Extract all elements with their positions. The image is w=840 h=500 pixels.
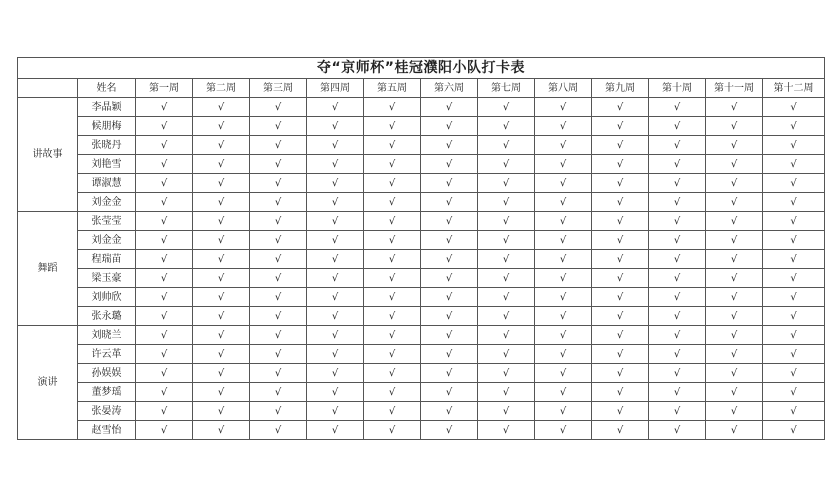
check-mark-cell: √	[136, 174, 193, 193]
group-label: 讲故事	[18, 98, 78, 212]
check-mark-cell: √	[193, 174, 250, 193]
check-mark-cell: √	[763, 231, 825, 250]
check-mark-cell: √	[592, 174, 649, 193]
check-mark-cell: √	[307, 288, 364, 307]
check-mark-cell: √	[364, 250, 421, 269]
check-mark-cell: √	[307, 98, 364, 117]
check-mark-cell: √	[250, 307, 307, 326]
check-mark-cell: √	[421, 212, 478, 231]
check-mark-cell: √	[193, 136, 250, 155]
check-mark-cell: √	[193, 364, 250, 383]
check-mark-cell: √	[193, 155, 250, 174]
check-mark-cell: √	[706, 174, 763, 193]
check-mark-cell: √	[763, 136, 825, 155]
check-mark-cell: √	[136, 117, 193, 136]
table-row	[18, 421, 825, 440]
check-mark-cell: √	[706, 307, 763, 326]
check-mark-cell: √	[250, 117, 307, 136]
check-mark-cell: √	[535, 307, 592, 326]
check-mark-cell: √	[193, 250, 250, 269]
check-mark-cell: √	[706, 193, 763, 212]
check-mark-cell: √	[421, 345, 478, 364]
check-mark-cell: √	[763, 117, 825, 136]
check-mark-cell: √	[250, 193, 307, 212]
check-mark-cell: √	[364, 307, 421, 326]
check-mark-cell: √	[364, 269, 421, 288]
check-mark-cell: √	[592, 364, 649, 383]
check-mark-cell: √	[706, 402, 763, 421]
check-mark-cell: √	[136, 231, 193, 250]
check-mark-cell: √	[136, 383, 193, 402]
check-mark-cell: √	[307, 193, 364, 212]
check-mark-cell: √	[478, 231, 535, 250]
member-name: 刘金金	[78, 193, 136, 212]
check-mark-cell: √	[478, 193, 535, 212]
check-mark-cell: √	[706, 250, 763, 269]
check-mark-cell: √	[136, 193, 193, 212]
check-mark-cell: √	[421, 136, 478, 155]
check-mark-cell: √	[592, 402, 649, 421]
check-mark-cell: √	[136, 402, 193, 421]
check-mark-cell: √	[136, 136, 193, 155]
check-mark-cell: √	[763, 345, 825, 364]
member-name: 刘晓兰	[78, 326, 136, 345]
check-mark-cell: √	[763, 326, 825, 345]
week-header: 第三周	[250, 79, 307, 98]
table-body	[18, 98, 825, 440]
table-row	[18, 383, 825, 402]
check-mark-cell: √	[250, 288, 307, 307]
check-mark-cell: √	[421, 117, 478, 136]
check-mark-cell: √	[535, 136, 592, 155]
check-mark-cell: √	[706, 98, 763, 117]
member-name: 张永璐	[78, 307, 136, 326]
check-mark-cell: √	[136, 326, 193, 345]
check-mark-cell: √	[307, 326, 364, 345]
member-name: 候朋梅	[78, 117, 136, 136]
member-name: 张晏涛	[78, 402, 136, 421]
member-name: 董梦瑶	[78, 383, 136, 402]
check-mark-cell: √	[592, 231, 649, 250]
check-mark-cell: √	[478, 421, 535, 440]
check-mark-cell: √	[592, 98, 649, 117]
header-row	[18, 79, 825, 98]
check-mark-cell: √	[136, 269, 193, 288]
table-row	[18, 307, 825, 326]
check-mark-cell: √	[649, 155, 706, 174]
check-mark-cell: √	[535, 364, 592, 383]
check-mark-cell: √	[250, 136, 307, 155]
check-mark-cell: √	[307, 345, 364, 364]
week-header: 第十一周	[706, 79, 763, 98]
check-mark-cell: √	[421, 383, 478, 402]
member-name: 刘金金	[78, 231, 136, 250]
check-mark-cell: √	[592, 326, 649, 345]
table-row	[18, 212, 825, 231]
check-mark-cell: √	[649, 307, 706, 326]
check-mark-cell: √	[307, 364, 364, 383]
table-title: 夺“京师杯”桂冠濮阳小队打卡表	[18, 58, 825, 79]
table-row	[18, 155, 825, 174]
check-mark-cell: √	[706, 231, 763, 250]
check-mark-cell: √	[592, 117, 649, 136]
check-mark-cell: √	[364, 193, 421, 212]
check-mark-cell: √	[193, 98, 250, 117]
check-mark-cell: √	[478, 269, 535, 288]
check-mark-cell: √	[706, 364, 763, 383]
check-mark-cell: √	[307, 174, 364, 193]
check-mark-cell: √	[649, 288, 706, 307]
week-header: 第一周	[136, 79, 193, 98]
check-mark-cell: √	[592, 269, 649, 288]
week-header: 第二周	[193, 79, 250, 98]
table-row	[18, 136, 825, 155]
check-mark-cell: √	[193, 193, 250, 212]
check-mark-cell: √	[649, 174, 706, 193]
check-mark-cell: √	[478, 174, 535, 193]
check-mark-cell: √	[364, 98, 421, 117]
check-mark-cell: √	[250, 231, 307, 250]
check-mark-cell: √	[649, 421, 706, 440]
member-name: 赵雪怡	[78, 421, 136, 440]
table-row	[18, 326, 825, 345]
check-mark-cell: √	[592, 383, 649, 402]
check-mark-cell: √	[250, 212, 307, 231]
check-mark-cell: √	[364, 364, 421, 383]
check-mark-cell: √	[307, 212, 364, 231]
check-mark-cell: √	[136, 212, 193, 231]
week-header: 第六周	[421, 79, 478, 98]
check-mark-cell: √	[193, 326, 250, 345]
check-mark-cell: √	[136, 250, 193, 269]
check-mark-cell: √	[763, 269, 825, 288]
member-name: 刘帅欣	[78, 288, 136, 307]
check-mark-cell: √	[250, 174, 307, 193]
check-mark-cell: √	[649, 212, 706, 231]
check-mark-cell: √	[763, 364, 825, 383]
check-mark-cell: √	[193, 288, 250, 307]
group-label: 舞蹈	[18, 212, 78, 326]
check-mark-cell: √	[364, 421, 421, 440]
check-mark-cell: √	[478, 307, 535, 326]
check-mark-cell: √	[364, 383, 421, 402]
check-mark-cell: √	[364, 212, 421, 231]
week-header: 第十周	[649, 79, 706, 98]
check-mark-cell: √	[421, 402, 478, 421]
week-header: 第八周	[535, 79, 592, 98]
check-mark-cell: √	[307, 136, 364, 155]
check-mark-cell: √	[250, 364, 307, 383]
check-mark-cell: √	[763, 383, 825, 402]
check-mark-cell: √	[535, 250, 592, 269]
check-mark-cell: √	[250, 269, 307, 288]
check-mark-cell: √	[706, 288, 763, 307]
check-mark-cell: √	[364, 174, 421, 193]
member-name: 李晶颖	[78, 98, 136, 117]
check-mark-cell: √	[649, 117, 706, 136]
check-mark-cell: √	[592, 345, 649, 364]
check-mark-cell: √	[421, 269, 478, 288]
check-mark-cell: √	[763, 155, 825, 174]
table-row	[18, 345, 825, 364]
check-mark-cell: √	[535, 98, 592, 117]
check-mark-cell: √	[478, 326, 535, 345]
check-mark-cell: √	[535, 326, 592, 345]
check-mark-cell: √	[136, 98, 193, 117]
check-mark-cell: √	[763, 174, 825, 193]
check-mark-cell: √	[250, 155, 307, 174]
member-name: 程瑞苗	[78, 250, 136, 269]
check-mark-cell: √	[136, 288, 193, 307]
check-mark-cell: √	[421, 98, 478, 117]
check-mark-cell: √	[535, 174, 592, 193]
check-mark-cell: √	[592, 193, 649, 212]
check-mark-cell: √	[421, 421, 478, 440]
check-mark-cell: √	[535, 269, 592, 288]
check-mark-cell: √	[193, 231, 250, 250]
check-mark-cell: √	[535, 231, 592, 250]
check-mark-cell: √	[763, 421, 825, 440]
table-row	[18, 231, 825, 250]
check-mark-cell: √	[193, 345, 250, 364]
check-mark-cell: √	[307, 117, 364, 136]
check-in-sheet	[17, 57, 821, 440]
check-mark-cell: √	[592, 307, 649, 326]
member-name: 梁玉豪	[78, 269, 136, 288]
check-mark-cell: √	[649, 345, 706, 364]
check-mark-cell: √	[649, 98, 706, 117]
check-mark-cell: √	[535, 421, 592, 440]
member-name: 孙娱娱	[78, 364, 136, 383]
check-mark-cell: √	[193, 307, 250, 326]
check-mark-cell: √	[649, 231, 706, 250]
member-name: 刘艳雪	[78, 155, 136, 174]
check-mark-cell: √	[535, 288, 592, 307]
check-mark-cell: √	[535, 193, 592, 212]
check-mark-cell: √	[250, 326, 307, 345]
check-mark-cell: √	[478, 250, 535, 269]
check-mark-cell: √	[478, 288, 535, 307]
check-mark-cell: √	[478, 117, 535, 136]
check-mark-cell: √	[535, 383, 592, 402]
check-mark-cell: √	[706, 136, 763, 155]
table-row	[18, 174, 825, 193]
check-mark-cell: √	[421, 231, 478, 250]
check-mark-cell: √	[706, 326, 763, 345]
check-mark-cell: √	[649, 193, 706, 212]
check-mark-cell: √	[649, 269, 706, 288]
table-row	[18, 288, 825, 307]
check-mark-cell: √	[193, 402, 250, 421]
check-mark-cell: √	[592, 136, 649, 155]
check-mark-cell: √	[592, 212, 649, 231]
check-mark-cell: √	[592, 250, 649, 269]
check-mark-cell: √	[364, 231, 421, 250]
check-mark-cell: √	[478, 402, 535, 421]
check-mark-cell: √	[136, 345, 193, 364]
check-mark-cell: √	[307, 402, 364, 421]
check-mark-cell: √	[364, 288, 421, 307]
check-mark-cell: √	[421, 364, 478, 383]
check-mark-cell: √	[706, 383, 763, 402]
check-mark-cell: √	[250, 383, 307, 402]
check-mark-cell: √	[136, 421, 193, 440]
check-mark-cell: √	[250, 345, 307, 364]
check-mark-cell: √	[364, 155, 421, 174]
check-mark-cell: √	[706, 269, 763, 288]
check-mark-cell: √	[193, 117, 250, 136]
week-header: 第七周	[478, 79, 535, 98]
check-mark-cell: √	[364, 326, 421, 345]
check-mark-cell: √	[706, 155, 763, 174]
check-mark-cell: √	[649, 383, 706, 402]
check-mark-cell: √	[478, 155, 535, 174]
week-header: 第四周	[307, 79, 364, 98]
table-row	[18, 117, 825, 136]
check-mark-cell: √	[535, 345, 592, 364]
check-mark-cell: √	[421, 288, 478, 307]
check-mark-cell: √	[364, 136, 421, 155]
check-mark-cell: √	[763, 98, 825, 117]
check-mark-cell: √	[136, 364, 193, 383]
name-column-header: 姓名	[78, 79, 136, 98]
member-name: 谭淑慧	[78, 174, 136, 193]
check-mark-cell: √	[364, 117, 421, 136]
check-mark-cell: √	[421, 193, 478, 212]
check-mark-cell: √	[706, 421, 763, 440]
check-mark-cell: √	[592, 421, 649, 440]
check-mark-cell: √	[193, 269, 250, 288]
check-mark-cell: √	[706, 212, 763, 231]
week-header: 第十二周	[763, 79, 825, 98]
check-mark-cell: √	[649, 136, 706, 155]
group-header-cell	[18, 79, 78, 98]
check-mark-cell: √	[706, 117, 763, 136]
check-mark-cell: √	[364, 402, 421, 421]
member-name: 张莹莹	[78, 212, 136, 231]
check-mark-cell: √	[250, 250, 307, 269]
week-header: 第五周	[364, 79, 421, 98]
check-mark-cell: √	[763, 402, 825, 421]
week-header: 第九周	[592, 79, 649, 98]
check-mark-cell: √	[193, 212, 250, 231]
check-mark-cell: √	[307, 250, 364, 269]
check-mark-cell: √	[421, 155, 478, 174]
check-mark-cell: √	[763, 250, 825, 269]
check-mark-cell: √	[250, 98, 307, 117]
check-mark-cell: √	[193, 421, 250, 440]
check-mark-cell: √	[307, 383, 364, 402]
table-row	[18, 98, 825, 117]
check-mark-cell: √	[592, 155, 649, 174]
check-mark-cell: √	[478, 212, 535, 231]
check-mark-cell: √	[649, 326, 706, 345]
check-mark-cell: √	[250, 402, 307, 421]
check-mark-cell: √	[364, 345, 421, 364]
member-name: 许云革	[78, 345, 136, 364]
check-mark-cell: √	[307, 231, 364, 250]
check-mark-cell: √	[706, 345, 763, 364]
group-label: 演讲	[18, 326, 78, 440]
table-row	[18, 402, 825, 421]
check-mark-cell: √	[307, 269, 364, 288]
table-row	[18, 250, 825, 269]
check-mark-cell: √	[478, 136, 535, 155]
check-mark-cell: √	[535, 155, 592, 174]
check-mark-cell: √	[136, 307, 193, 326]
check-mark-cell: √	[421, 174, 478, 193]
check-mark-cell: √	[535, 402, 592, 421]
check-mark-cell: √	[421, 250, 478, 269]
check-mark-cell: √	[478, 98, 535, 117]
check-mark-cell: √	[649, 402, 706, 421]
check-mark-cell: √	[763, 307, 825, 326]
member-name: 张晓丹	[78, 136, 136, 155]
check-mark-cell: √	[193, 383, 250, 402]
check-mark-cell: √	[649, 250, 706, 269]
check-mark-cell: √	[535, 117, 592, 136]
check-mark-cell: √	[307, 155, 364, 174]
check-mark-cell: √	[763, 288, 825, 307]
check-mark-cell: √	[763, 212, 825, 231]
check-mark-cell: √	[136, 155, 193, 174]
check-mark-cell: √	[250, 421, 307, 440]
check-mark-cell: √	[307, 421, 364, 440]
check-mark-cell: √	[421, 326, 478, 345]
check-mark-cell: √	[535, 212, 592, 231]
check-mark-cell: √	[478, 383, 535, 402]
table-row	[18, 193, 825, 212]
check-mark-cell: √	[649, 364, 706, 383]
check-in-table	[17, 57, 825, 440]
table-row	[18, 269, 825, 288]
check-mark-cell: √	[763, 193, 825, 212]
check-mark-cell: √	[592, 288, 649, 307]
table-row	[18, 364, 825, 383]
check-mark-cell: √	[478, 364, 535, 383]
check-mark-cell: √	[307, 307, 364, 326]
title-row	[18, 58, 825, 79]
check-mark-cell: √	[478, 345, 535, 364]
check-mark-cell: √	[421, 307, 478, 326]
